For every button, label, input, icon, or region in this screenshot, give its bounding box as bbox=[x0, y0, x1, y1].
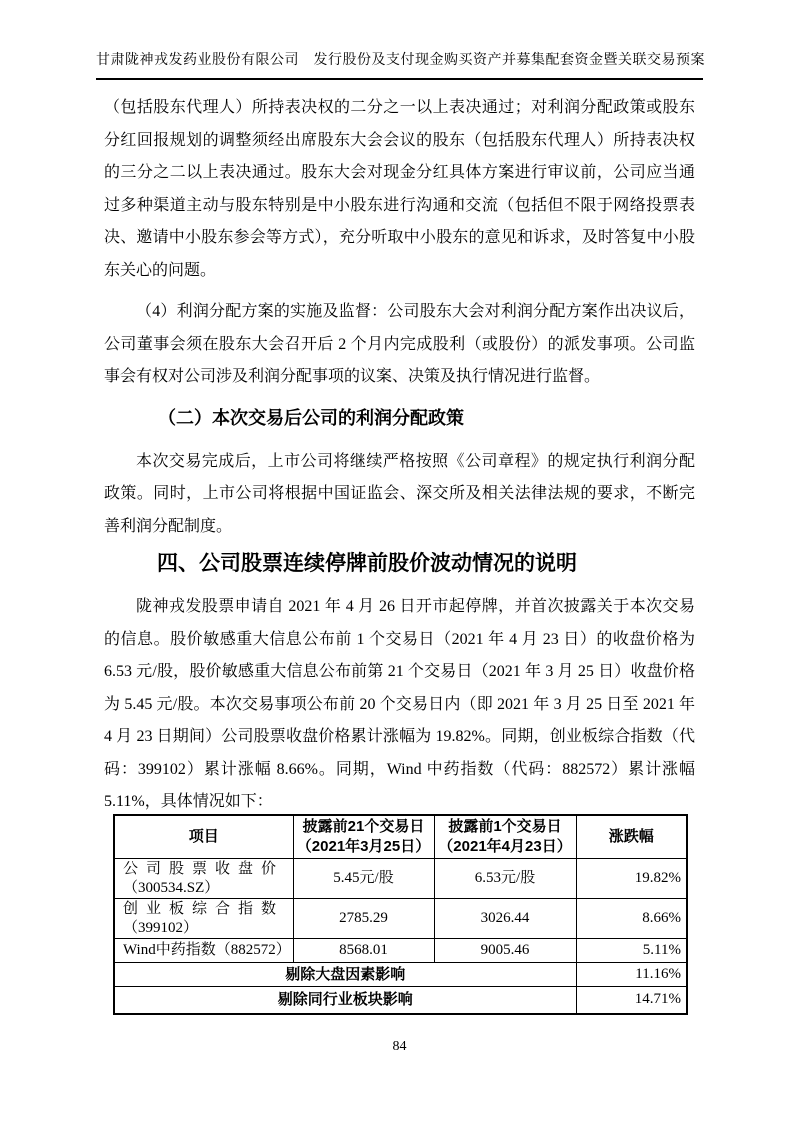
table-row-chinext-index bbox=[114, 899, 687, 939]
paragraph-policy-execution: 本次交易完成后，上市公司将继续严格按照《公司章程》的规定执行利润分配政策。同时，上市公司将根据中国证监会、深交所及相关法律法规的要求，不断完善利润分配制度。 bbox=[104, 452, 695, 535]
table-header-before1-line2: （2021年4月23日） bbox=[438, 837, 572, 855]
table-cell-summary-label: 剔除大盘因素影响 bbox=[114, 963, 576, 987]
table-header-before21-line2: （2021年3月25日） bbox=[296, 837, 431, 855]
page-number: 84 bbox=[392, 1038, 407, 1054]
table-header-item bbox=[114, 815, 293, 859]
table-cell-change-value: 19.82% bbox=[576, 859, 687, 899]
table-cell-before21-value: 2785.29 bbox=[293, 899, 434, 939]
document-header-title: 甘肃陇神戎发药业股份有限公司 发行股份及支付现金购买资产并募集配套资金暨关联交易预案 bbox=[96, 53, 705, 68]
table-row-excluding-market-factors bbox=[114, 963, 687, 987]
table-cell-before1-value: 3026.44 bbox=[434, 899, 576, 939]
table-cell-item-name: Wind中药指数（882572） bbox=[114, 939, 293, 963]
table-header-change bbox=[576, 815, 687, 859]
page-content bbox=[0, 52, 793, 1055]
table-cell-change-value: 8.66% bbox=[576, 899, 687, 939]
table-cell-change-value: 14.71% bbox=[576, 987, 687, 1014]
table-cell-before21-value: 5.45元/股 bbox=[293, 859, 434, 899]
table-row-excluding-sector-factors bbox=[114, 987, 687, 1014]
item-code-line: （399102） bbox=[123, 919, 199, 936]
table-cell-item-name bbox=[114, 899, 293, 939]
item-name-line: 创业板综合指数 bbox=[123, 900, 285, 917]
table-header-change-label: 涨跌幅 bbox=[608, 827, 654, 845]
table-cell-summary-label: 剔除同行业板块影响 bbox=[114, 987, 576, 1014]
table-row-company-stock-price bbox=[114, 859, 687, 899]
paragraph-profit-distribution-item4: （4）利润分配方案的实施及监督：公司股东大会对利润分配方案作出决议后，公司董事会须在股东大会召开后 2 个月内完成股利（或股份）的派发事项。公司监事会有权对公司涉及利润分配事项的议案、决策及执行情况进行监督。 bbox=[104, 303, 695, 385]
paragraph-stock-price-details: 陇神戎发股票申请自 2021 年 4 月 26 日开市起停牌，并首次披露关于本次交易的信息。股价敏感重大信息公布前 1 个交易日（2021 年 4 月 23 日）的收盘价格为 6.53 元/股，股价敏感重大信息公布前第 21 个交易日（2021 年 3 月 25 日）收盘价格为 5.45 元/股。本次交易事项公布前 20 个交易日内（即 2021 年 3 月 25 日至 2021 年 4 月 23 日期间）公司股票收盘价格累计涨幅为 19.82%。同期，创业板综合指数（代码：399102）累计涨幅 8.66%。同期，Wind 中药指数（代码：882572）累计涨幅 5.11%，具体情况如下： bbox=[104, 598, 695, 810]
document-header bbox=[96, 52, 703, 80]
heading-stock-price-fluctuation: 四、公司股票连续停牌前股价波动情况的说明 bbox=[157, 552, 577, 575]
stock-price-comparison-table bbox=[113, 814, 688, 1015]
table-cell-before1-value: 6.53元/股 bbox=[434, 859, 576, 899]
table-header-item-label: 项目 bbox=[188, 827, 219, 845]
heading-post-transaction-profit-policy: （二）本次交易后公司的利润分配政策 bbox=[158, 407, 464, 428]
table-header-row bbox=[114, 815, 687, 859]
table-header-before1-line1: 披露前1个交易日 bbox=[448, 817, 562, 835]
table-header-before21 bbox=[293, 815, 434, 859]
table-cell-change-value: 5.11% bbox=[576, 939, 687, 963]
table-cell-change-value: 11.16% bbox=[576, 963, 687, 987]
table-header-before21-line1: 披露前21个交易日 bbox=[302, 817, 425, 835]
table-cell-before21-value: 8568.01 bbox=[293, 939, 434, 963]
item-code-line: （300534.SZ） bbox=[123, 879, 220, 896]
item-name-line: 公司股票收盘价 bbox=[123, 860, 285, 877]
table-cell-before1-value: 9005.46 bbox=[434, 939, 576, 963]
paragraph-voting-continuation: （包括股东代理人）所持表决权的二分之一以上表决通过；对利润分配政策或股东分红回报规划的调整须经出席股东大会会议的股东（包括股东代理人）所持表决权的三分之二以上表决通过。股东大会对现金分红具体方案进行审议前，公司应当通过多种渠道主动与股东特别是中小股东进行沟通和交流（包括但不限于网络投票表决、邀请中小股东参会等方式），充分听取中小股东的意见和诉求，及时答复中小股东关心的问题。 bbox=[104, 99, 695, 279]
table-row-wind-tcm-index bbox=[114, 939, 687, 963]
table-header-before1 bbox=[434, 815, 576, 859]
table-cell-item-name bbox=[114, 859, 293, 899]
